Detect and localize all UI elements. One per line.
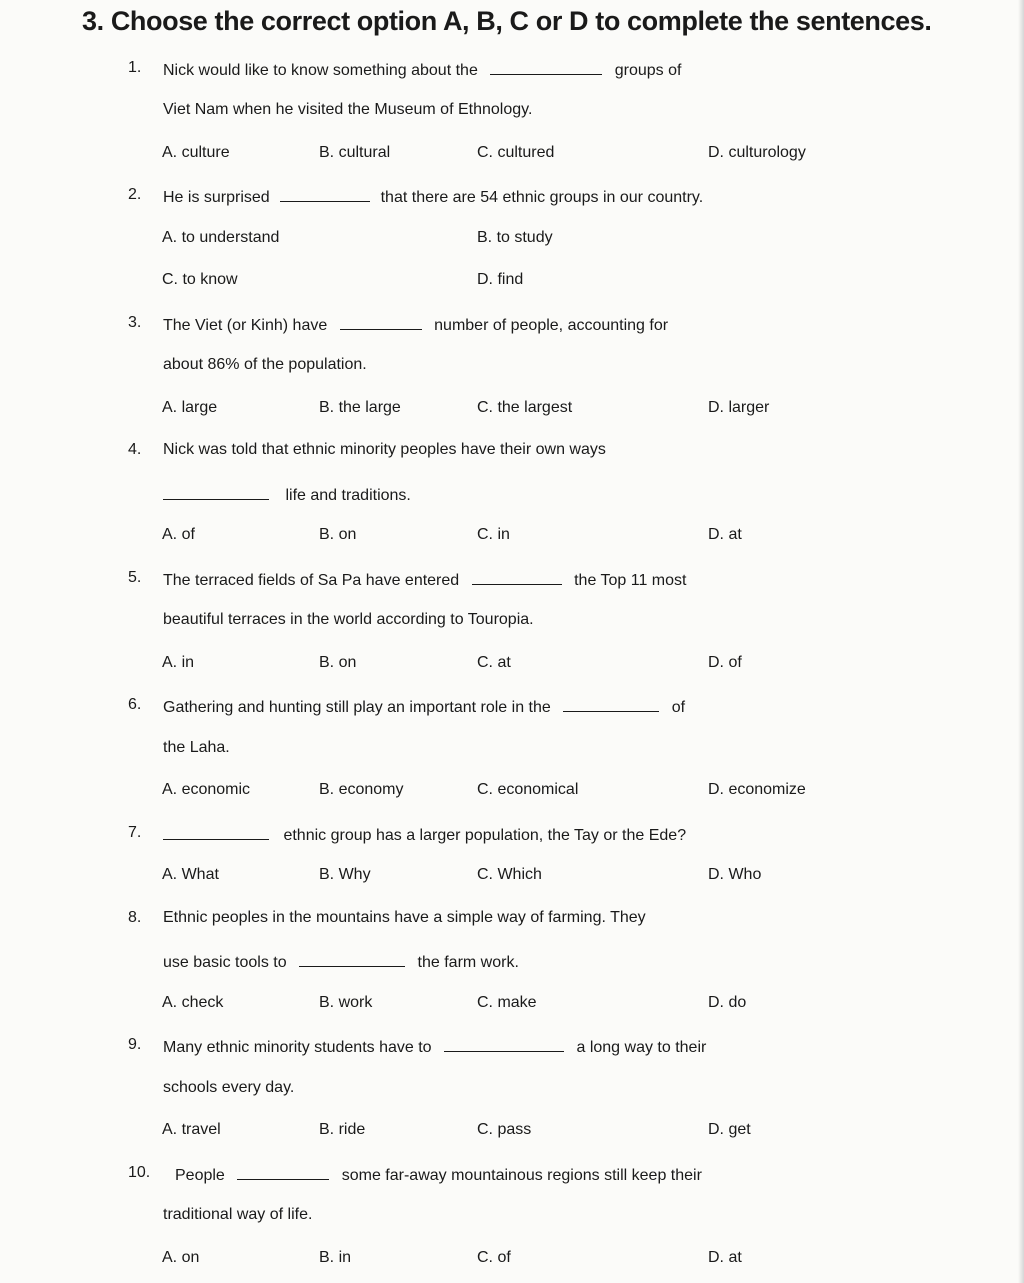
option-b[interactable]: B. the large — [319, 399, 401, 416]
question-number: 7. — [128, 824, 142, 841]
option-a[interactable]: A. in — [162, 654, 195, 671]
question-number: 6. — [128, 696, 142, 713]
answer-blank[interactable] — [163, 815, 269, 840]
question-5-text-cont: beautiful terraces in the world according to Touropia. — [163, 611, 534, 628]
question-9-text-cont: schools every day. — [163, 1079, 295, 1096]
option-d[interactable]: D. Who — [708, 866, 762, 883]
question-10-text: People some far-away mountainous regions still keep their — [175, 1155, 702, 1191]
answer-blank[interactable] — [299, 942, 405, 967]
question-9-text: Many ethnic minority students have to a long way to their — [163, 1027, 706, 1063]
question-10-text-cont: traditional way of life. — [163, 1206, 313, 1223]
answer-blank[interactable] — [563, 687, 659, 712]
option-d[interactable]: D. of — [708, 654, 742, 671]
option-a[interactable]: A. check — [162, 994, 224, 1011]
option-d[interactable]: D. economize — [708, 781, 806, 798]
question-1-text: Nick would like to know something about the groups of — [163, 50, 681, 86]
question-6-text: Gathering and hunting still play an important role in the of — [163, 687, 685, 723]
question-number: 5. — [128, 569, 142, 586]
option-c[interactable]: C. at — [477, 654, 511, 671]
option-d[interactable]: D. at — [708, 1249, 742, 1266]
option-c[interactable]: C. cultured — [477, 144, 555, 161]
option-d[interactable]: D. find — [477, 271, 524, 288]
answer-blank[interactable] — [340, 305, 422, 330]
option-b[interactable]: B. to study — [477, 229, 553, 246]
option-b[interactable]: B. economy — [319, 781, 404, 798]
answer-blank[interactable] — [472, 560, 562, 585]
option-b[interactable]: B. cultural — [319, 144, 391, 161]
option-c[interactable]: C. in — [477, 526, 510, 543]
page-edge-shadow — [1018, 0, 1024, 1283]
question-6-text-cont: the Laha. — [163, 739, 230, 756]
question-7-text: ethnic group has a larger population, the Tay or the Ede? — [163, 815, 686, 851]
option-b[interactable]: B. work — [319, 994, 373, 1011]
answer-blank[interactable] — [490, 50, 602, 75]
option-a[interactable]: A. economic — [162, 781, 251, 798]
option-a[interactable]: A. large — [162, 399, 218, 416]
option-d[interactable]: D. at — [708, 526, 742, 543]
option-a[interactable]: A. of — [162, 526, 195, 543]
question-number: 10. — [128, 1164, 151, 1181]
option-c[interactable]: C. pass — [477, 1121, 532, 1138]
exercise-heading: 3. Choose the correct option A, B, C or D to complete the sentences. — [82, 6, 932, 36]
option-c[interactable]: C. of — [477, 1249, 511, 1266]
answer-blank[interactable] — [163, 475, 269, 500]
option-b[interactable]: B. Why — [319, 866, 371, 883]
option-d[interactable]: D. get — [708, 1121, 751, 1138]
question-2-text: He is surprised that there are 54 ethnic groups in our country. — [163, 177, 703, 213]
question-8-text: Ethnic peoples in the mountains have a simple way of farming. They — [163, 909, 646, 926]
option-b[interactable]: B. ride — [319, 1121, 366, 1138]
option-a[interactable]: A. travel — [162, 1121, 221, 1138]
option-d[interactable]: D. larger — [708, 399, 770, 416]
question-number: 1. — [128, 59, 142, 76]
option-d[interactable]: D. do — [708, 994, 747, 1011]
option-c[interactable]: C. to know — [162, 271, 238, 288]
option-c[interactable]: C. economical — [477, 781, 579, 798]
option-b[interactable]: B. on — [319, 526, 357, 543]
option-c[interactable]: C. make — [477, 994, 537, 1011]
option-a[interactable]: A. culture — [162, 144, 230, 161]
question-4-text: Nick was told that ethnic minority peoples have their own ways — [163, 441, 606, 458]
answer-blank[interactable] — [444, 1027, 564, 1052]
question-3-text-cont: about 86% of the population. — [163, 356, 367, 373]
option-b[interactable]: B. on — [319, 654, 357, 671]
option-a[interactable]: A. What — [162, 866, 219, 883]
question-number: 4. — [128, 441, 142, 458]
question-3-text: The Viet (or Kinh) have number of people, accounting for — [163, 305, 668, 341]
option-b[interactable]: B. in — [319, 1249, 352, 1266]
question-number: 8. — [128, 909, 142, 926]
question-number: 3. — [128, 314, 142, 331]
question-number: 2. — [128, 186, 142, 203]
question-8-text-cont: use basic tools to the farm work. — [163, 942, 519, 978]
answer-blank[interactable] — [237, 1155, 329, 1180]
question-1-text-cont: Viet Nam when he visited the Museum of Ethnology. — [163, 101, 533, 118]
question-5-text: The terraced fields of Sa Pa have entered the Top 11 most — [163, 560, 686, 596]
answer-blank[interactable] — [280, 177, 370, 202]
option-d[interactable]: D. culturology — [708, 144, 806, 161]
option-a[interactable]: A. on — [162, 1249, 200, 1266]
question-number: 9. — [128, 1036, 142, 1053]
question-4-text-cont: life and traditions. — [163, 475, 411, 511]
option-c[interactable]: C. Which — [477, 866, 542, 883]
option-a[interactable]: A. to understand — [162, 229, 280, 246]
option-c[interactable]: C. the largest — [477, 399, 573, 416]
